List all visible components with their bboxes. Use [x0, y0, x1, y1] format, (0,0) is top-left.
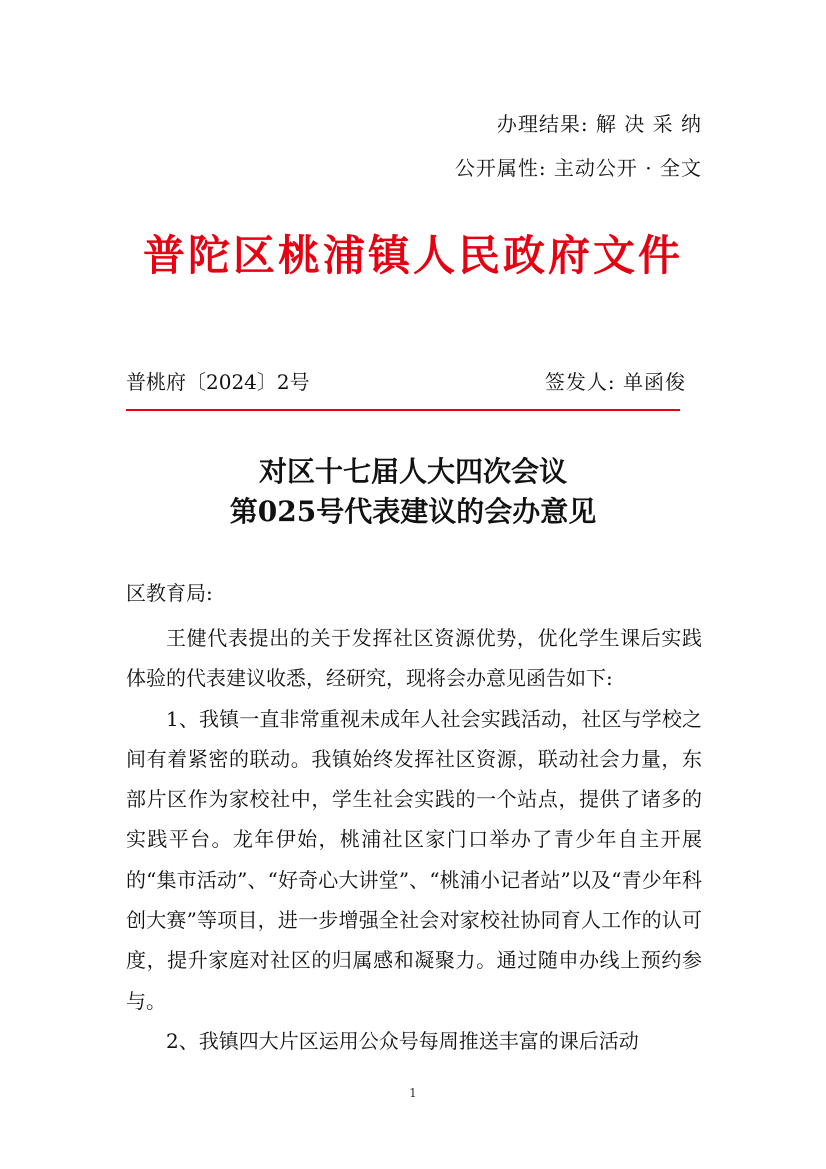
- document-subject: [0, 452, 826, 532]
- subject-line-1: 对区十七届人大四次会议: [258, 455, 567, 488]
- paragraph-item-1: 1、我镇一直非常重视未成年人社会实践活动，社区与学校之间有着紧密的联动。我镇始终发挥社区资源，联动社会力量，东部片区作为家校社中，学生社会实践的一个站点，提供了诸多的实践平台。龙年伊始，桃浦社区家门口举办了青少年自主开展的“集市活动”、“好奇心大讲堂”、“桃浦小记者站”以及“青少年科创大赛”等项目，进一步增强全社会对家校社协同育人工作的认可度，提升家庭对社区的归属感和凝聚力。通过随申办线上预约参与。: [126, 706, 702, 1013]
- red-divider-line: [126, 409, 680, 411]
- handling-result: 办理结果: 解 决 采 纳: [496, 112, 702, 136]
- recipient: 区教育局:: [126, 581, 213, 605]
- page-number: 1: [409, 1086, 417, 1100]
- document-number: 普桃府〔2024〕2号: [126, 370, 310, 394]
- signatory: 签发人: 单函俊: [544, 370, 686, 394]
- subject-line-2: 第025号代表建议的会办意见: [229, 495, 597, 528]
- paragraph-item-2: 2、我镇四大片区运用公众号每周推送丰富的课后活动: [166, 1028, 639, 1053]
- document-body: [126, 618, 702, 1061]
- document-issuer-title: 普陀区桃浦镇人民政府文件: [142, 231, 683, 280]
- paragraph-intro: 王健代表提出的关于发挥社区资源优势，优化学生课后实践体验的代表建议收悉，经研究，现将会办意见函告如下:: [126, 626, 702, 691]
- disclosure-attribute: 公开属性: 主动公开 · 全文: [454, 156, 702, 180]
